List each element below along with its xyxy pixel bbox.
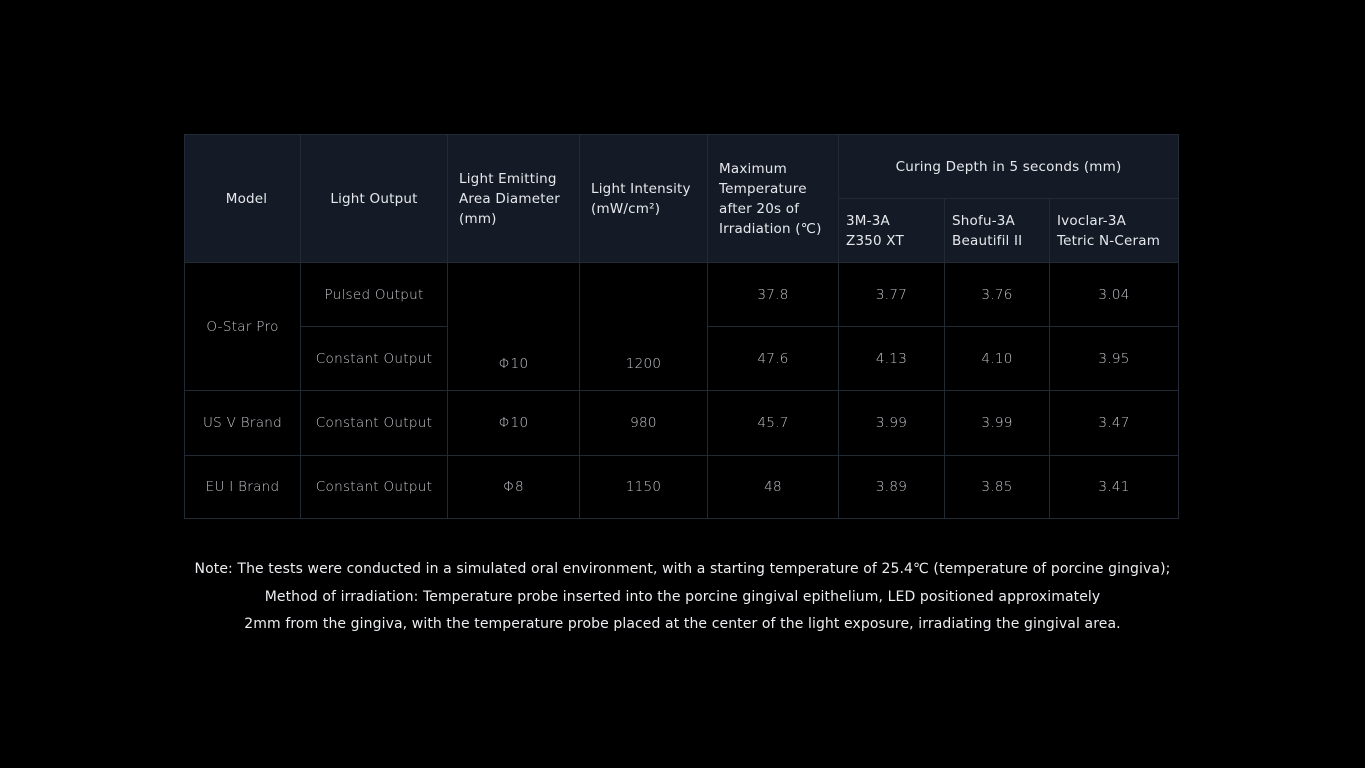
header-light-intensity: Light Intensity (mW/cm²) [580,135,708,263]
curing-cell: 3.76 [945,263,1050,327]
curing-cell: 4.13 [839,327,945,391]
diameter-cell: Φ8 [448,456,580,519]
intensity-cell: 1200 [580,263,708,391]
output-cell: Constant Output [301,327,448,391]
curing-cell: 3.04 [1050,263,1179,327]
header-model: Model [185,135,301,263]
curing-cell: 3.89 [839,456,945,519]
curing-cell: 3.95 [1050,327,1179,391]
curing-cell: 3.77 [839,263,945,327]
table-row [185,456,1179,519]
diameter-cell: Φ10 [448,263,580,391]
model-cell: O-Star Pro [185,263,301,391]
table-row [185,263,1179,327]
note-line: Method of irradiation: Temperature probe inserted into the porcine gingival epithelium, LED positioned approximately [264,588,1101,605]
intensity-cell: 980 [580,391,708,456]
comparison-table [184,134,1179,519]
header-curing-shofu: Shofu-3A Beautifil II [945,199,1050,263]
table-row [185,391,1179,456]
curing-cell: 3.85 [945,456,1050,519]
header-max-temperature: Maximum Temperature after 20s of Irradiation (℃) [708,135,839,263]
curing-cell: 3.47 [1050,391,1179,456]
curing-cell: 3.99 [839,391,945,456]
note-line: Note: The tests were conducted in a simulated oral environment, with a starting temperature of 25.4℃ (temperature of porcine gingiva); [194,561,1171,577]
output-cell: Constant Output [301,391,448,456]
note-line: 2mm from the gingiva, with the temperature probe placed at the center of the light exposure, irradiating the gingival area. [244,616,1121,632]
header-curing-3m: 3M-3A Z350 XT [839,199,945,263]
max-temp-cell: 48 [708,456,839,519]
header-area-diameter: Light Emitting Area Diameter (mm) [448,135,580,263]
curing-cell: 3.99 [945,391,1050,456]
diameter-cell: Φ10 [448,391,580,456]
curing-cell: 3.41 [1050,456,1179,519]
intensity-cell: 1150 [580,456,708,519]
header-curing-ivoclar: Ivoclar-3A Tetric N-Ceram [1050,199,1179,263]
output-cell: Constant Output [301,456,448,519]
curing-cell: 4.10 [945,327,1050,391]
max-temp-cell: 37.8 [708,263,839,327]
header-light-output: Light Output [301,135,448,263]
max-temp-cell: 45.7 [708,391,839,456]
header-curing-depth: Curing Depth in 5 seconds (mm) [839,135,1179,199]
max-temp-cell: 47.6 [708,327,839,391]
model-cell: EU I Brand [185,456,301,519]
model-cell: US V Brand [185,391,301,456]
test-note [100,556,1265,639]
output-cell: Pulsed Output [301,263,448,327]
